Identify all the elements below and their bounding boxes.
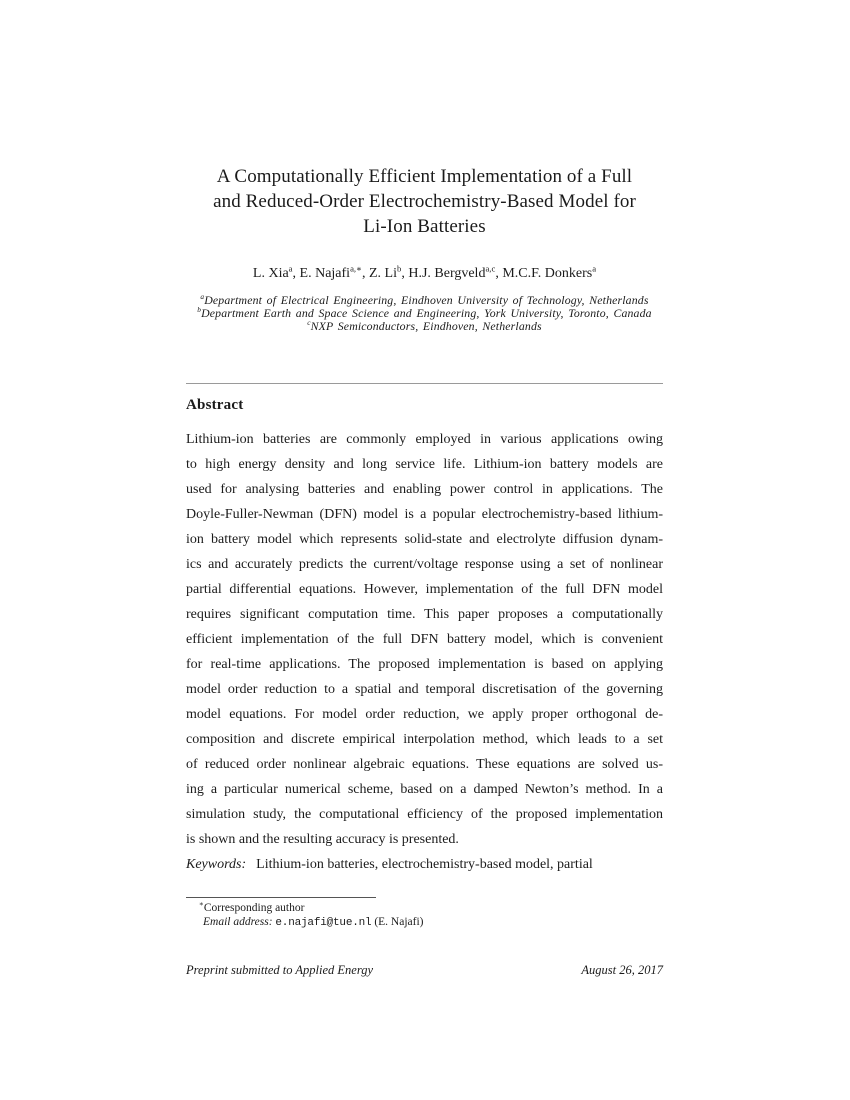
- abstract-heading: Abstract: [186, 397, 244, 413]
- author-superscript: a: [288, 263, 293, 274]
- abstract-line: for real-time applications. The proposed implementation is based on applying: [186, 657, 663, 672]
- abstract-line: Doyle-Fuller-Newman (DFN) model is a popular electrochemistry-based lithium-: [186, 507, 663, 522]
- submission-date: August 26, 2017: [581, 963, 663, 977]
- email-address: e.najafi@tue.nl: [275, 916, 372, 929]
- author-superscript: a,∗: [350, 263, 362, 274]
- affiliation-line: $^a$Department of Electrical Engineering, Eindhoven University of Technology, Netherlands: [200, 292, 649, 307]
- footnote-asterisk: ∗: [199, 900, 204, 909]
- abstract-line: composition and discrete empirical interpolation method, which leads to a set: [186, 732, 663, 747]
- keywords-text: Lithium-ion batteries, electrochemistry-based model, partial: [256, 857, 593, 872]
- abstract-line: Lithium-ion batteries are commonly employed in various applications owing: [186, 432, 663, 447]
- author-separator: ,: [292, 266, 300, 281]
- author: Z. Li$^b$,: [368, 263, 409, 281]
- abstract-line: model equations. For model order reduction, we apply proper orthogonal de-: [186, 707, 663, 722]
- affiliation-superscript: b: [197, 305, 202, 315]
- title-line: A Computationally Efficient Implementation of a Full: [216, 166, 633, 187]
- keywords-label: Keywords:: [186, 857, 247, 872]
- affiliation-superscript: a: [200, 292, 205, 302]
- author-superscript: a: [592, 263, 597, 274]
- author: M.C.F. Donkers$^a$: [502, 263, 597, 281]
- author-superscript: a,c: [485, 263, 496, 274]
- abstract-line: ion battery model which represents solid-state and electrolyte diffusion dynam-: [186, 532, 663, 547]
- content-column: [186, 0, 663, 1100]
- preprint-note: Preprint submitted to Applied Energy: [186, 963, 374, 977]
- footnote-rule: [186, 897, 376, 898]
- abstract-line: requires significant computation time. This paper proposes a computationally: [186, 607, 663, 622]
- abstract-line: used for analysing batteries and enabling power control in applications. The: [186, 482, 663, 497]
- email-author-name: (E. Najafi): [374, 915, 424, 928]
- abstract-line: model order reduction to a spatial and temporal discretisation of the governing: [186, 682, 663, 697]
- footnote-email-line: [186, 916, 663, 931]
- keywords-line: [186, 852, 663, 877]
- abstract-line: efficient implementation of the full DFN battery model, which is convenient: [186, 632, 663, 647]
- author-separator: ,: [401, 266, 409, 281]
- abstract-line: partial differential equations. However, implementation of the full DFN model: [186, 582, 663, 597]
- abstract-line: to high energy density and long service life. Lithium-ion battery models are: [186, 457, 663, 472]
- abstract-line: of reduced order nonlinear algebraic equations. These equations are solved us-: [186, 757, 663, 772]
- footnote-block: [186, 897, 663, 930]
- author: L. Xia$^a$,: [252, 263, 300, 281]
- email-label: Email address:: [203, 915, 273, 928]
- abstract-line: simulation study, the computational efficiency of the proposed implementation: [186, 807, 663, 822]
- title-line: Li-Ion Batteries: [363, 216, 486, 237]
- author: E. Najafi$^{a,∗}$,: [299, 263, 369, 281]
- page-footer: [186, 963, 663, 978]
- affiliation-line: $^b$Department Earth and Space Science and Engineering, York University, Toronto, Canada: [197, 305, 652, 320]
- affiliation-superscript: c: [307, 318, 311, 328]
- abstract-line: ing a particular numerical scheme, based on a damped Newton’s method. In a: [186, 782, 663, 797]
- affiliations-block: [180, 294, 669, 333]
- abstract-body: [186, 427, 663, 877]
- title-line: and Reduced-Order Electrochemistry-Based Model for: [213, 191, 636, 212]
- author: H.J. Bergveld$^{a,c}$,: [408, 263, 503, 281]
- footnote-corresponding-author: ∗Corresponding author: [199, 900, 305, 914]
- abstract-divider-rule: [186, 383, 663, 384]
- author-line: [186, 265, 663, 283]
- affiliation-line: $^c$NXP Semiconductors, Eindhoven, Netherlands: [307, 318, 542, 333]
- author-superscript: b: [396, 263, 402, 274]
- abstract-line: ics and accurately predicts the current/voltage response using a set of nonlinear: [186, 557, 663, 572]
- author-separator: ,: [361, 266, 369, 281]
- author-separator: ,: [495, 266, 503, 281]
- paper-title: [176, 164, 673, 239]
- abstract-line: is shown and the resulting accuracy is presented.: [186, 832, 459, 847]
